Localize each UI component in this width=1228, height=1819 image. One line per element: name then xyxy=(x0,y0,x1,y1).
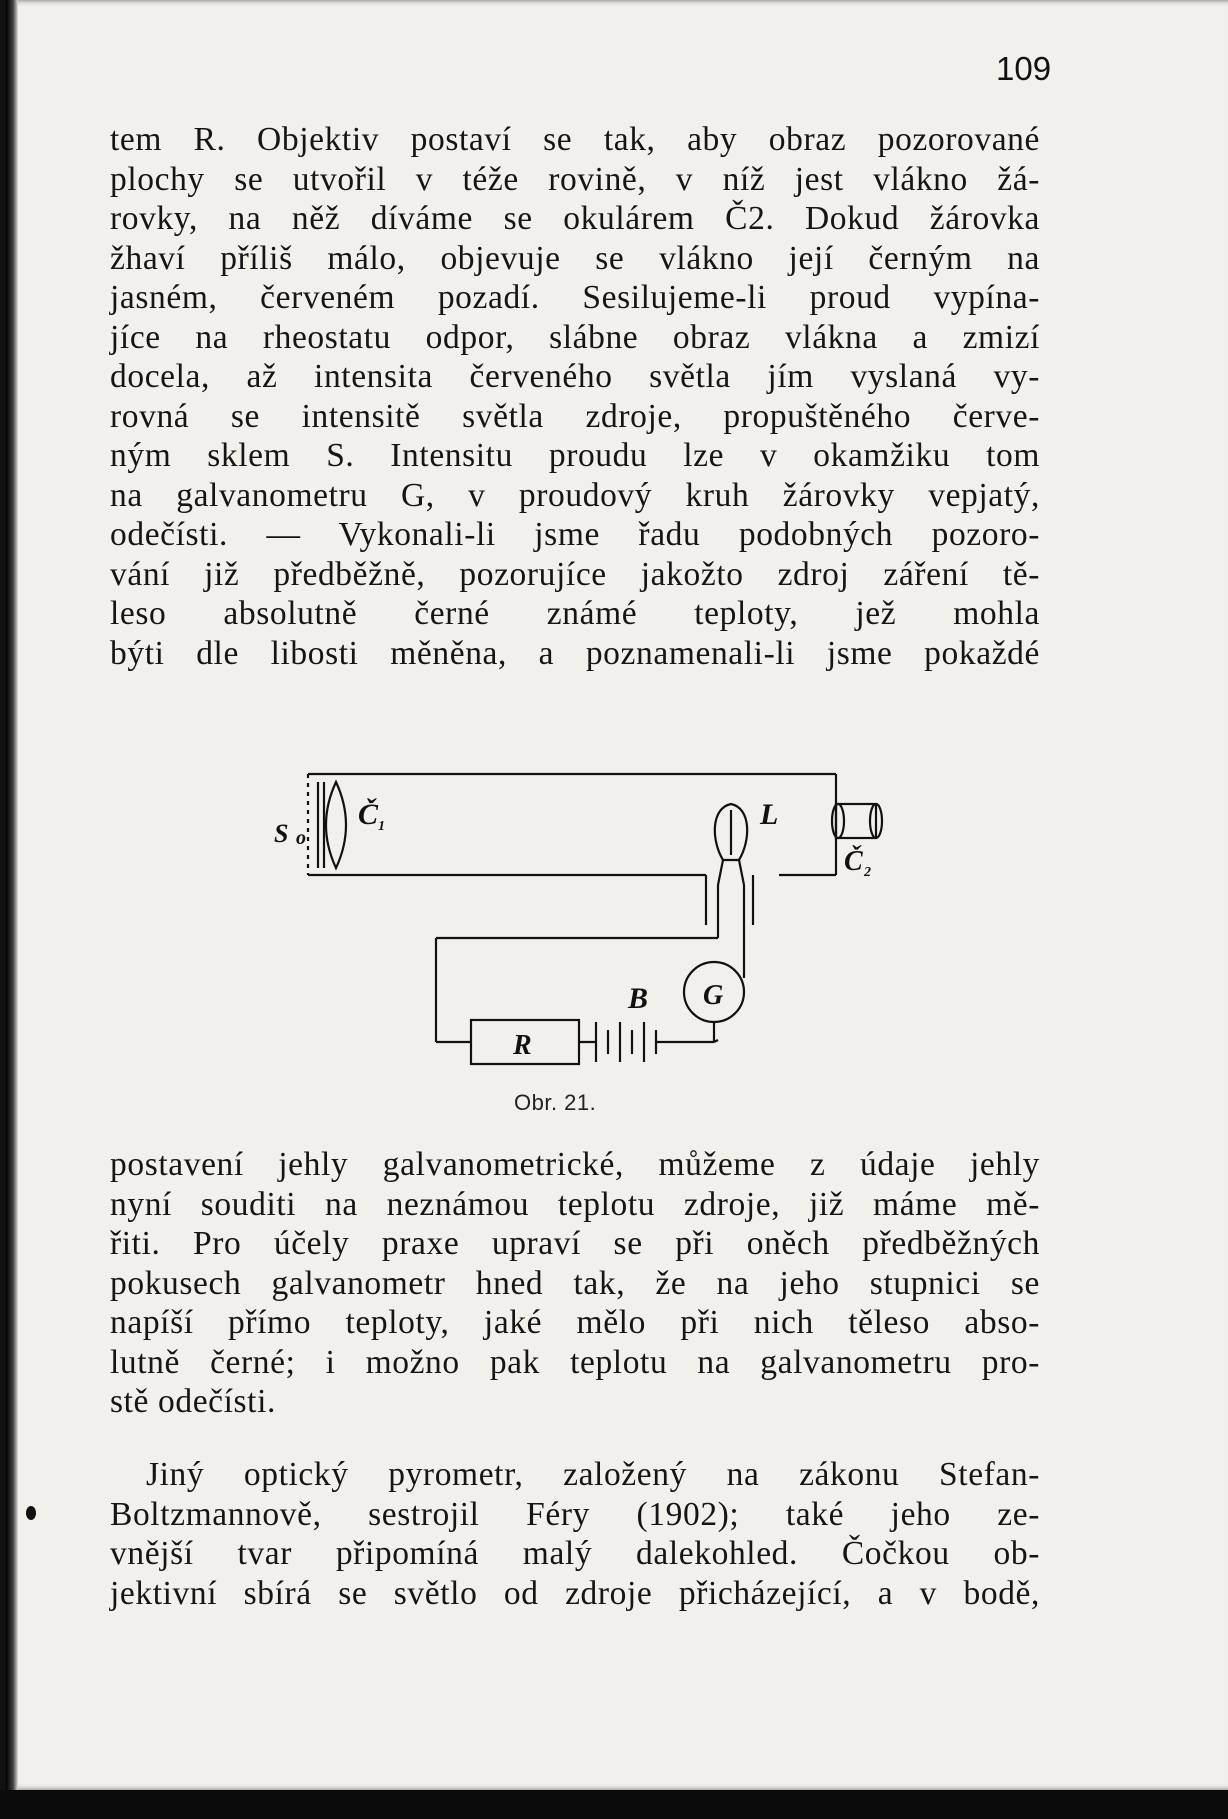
paragraph-3 xyxy=(110,1455,1040,1613)
text-line: žhaví příliš málo, objevuje se vlákno její černým na xyxy=(110,239,1040,277)
lamp-neck xyxy=(718,860,744,885)
label-o: o xyxy=(296,827,306,849)
label-l: L xyxy=(760,798,779,831)
text-line: Jiný optický pyrometr, založený na zákonu Stefan- xyxy=(146,1456,1040,1493)
text-line: plochy se utvořil v téže rovině, v níž jest vlákno žá- xyxy=(110,160,1040,198)
text-line: býti dle libosti měněna, a poznamenali-li jsme pokaždé xyxy=(110,634,1040,672)
text-line: pokusech galvanometr hned tak, že na jeho stupnici se xyxy=(110,1264,1040,1302)
text-line: postavení jehly galvanometrické, můžeme z údaje jehly xyxy=(110,1146,1040,1183)
label-c2-sub: 2 xyxy=(864,865,871,880)
ink-speck xyxy=(26,1506,36,1520)
label-b: B xyxy=(628,982,649,1015)
label-c1: Č xyxy=(358,798,379,831)
label-r: R xyxy=(513,1030,532,1061)
book-page xyxy=(6,0,1228,1790)
text-line: jektivní sbírá se světlo od zdroje přicházející, a v bodě, xyxy=(110,1574,1040,1612)
text-line: vnější tvar připomíná malý dalekohled. Čočkou ob- xyxy=(110,1535,1040,1572)
label-c2: Č xyxy=(844,846,863,877)
text-line: nyní souditi na neznámou teplotu zdroje, již máme mě- xyxy=(110,1185,1040,1223)
paragraph-1 xyxy=(110,120,1040,673)
text-line: ným sklem S. Intensitu proudu lze v okamžiku tom xyxy=(110,437,1040,474)
text-line: leso absolutně černé známé teploty, jež mohla xyxy=(110,595,1040,632)
page-number: 109 xyxy=(996,50,1052,87)
objective-lens xyxy=(326,782,346,868)
text-line: docela, až intensita červeného světla jím vyslaná vy- xyxy=(110,358,1040,395)
text-line: odečísti. — Vykonali-li jsme řadu podobných pozoro- xyxy=(110,516,1040,553)
text-line: vání již předběžně, pozorujíce jakožto zdroj záření tě- xyxy=(110,555,1040,593)
paragraph-2 xyxy=(110,1145,1040,1422)
eyepiece-lens-inner xyxy=(832,804,844,838)
text-line: rovná se intensitě světla zdroje, propuštěného červe- xyxy=(110,397,1040,435)
text-line: jíce na rheostatu odpor, slábne obraz vlákna a zmizí xyxy=(110,318,1040,356)
text-line: tem R. Objektiv postaví se tak, aby obraz pozorované xyxy=(110,121,1040,158)
text-line: rovky, na něž díváme se okulárem Č2. Dokud žárovka xyxy=(110,200,1040,237)
text-line: napíší přímo teploty, jaké mělo při nich těleso abso- xyxy=(110,1304,1040,1341)
text-line: stě odečísti. xyxy=(110,1383,276,1420)
text-line: jasném, červeném pozadí. Sesilujeme-li proud vypína- xyxy=(110,279,1040,316)
label-s: S xyxy=(274,819,289,848)
scan-bottom-edge xyxy=(0,1790,1228,1819)
label-g: G xyxy=(703,980,724,1011)
text-line: řiti. Pro účely praxe upraví se při oněch předběžných xyxy=(110,1225,1040,1262)
circuit-diagram xyxy=(266,760,886,1090)
label-c1-sub: 1 xyxy=(378,819,385,834)
text-line: Boltzmannově, sestrojil Féry (1902); také jeho ze- xyxy=(110,1495,1040,1533)
page-binding-shadow xyxy=(6,0,18,1790)
text-line: na galvanometru G, v proudový kruh žárovky vepjatý, xyxy=(110,476,1040,514)
figure-caption: Obr. 21. xyxy=(514,1090,597,1115)
figure-pyrometer-diagram xyxy=(266,760,886,1120)
text-line: lutně černé; i možno pak teplotu na galvanometru pro- xyxy=(110,1343,1040,1381)
